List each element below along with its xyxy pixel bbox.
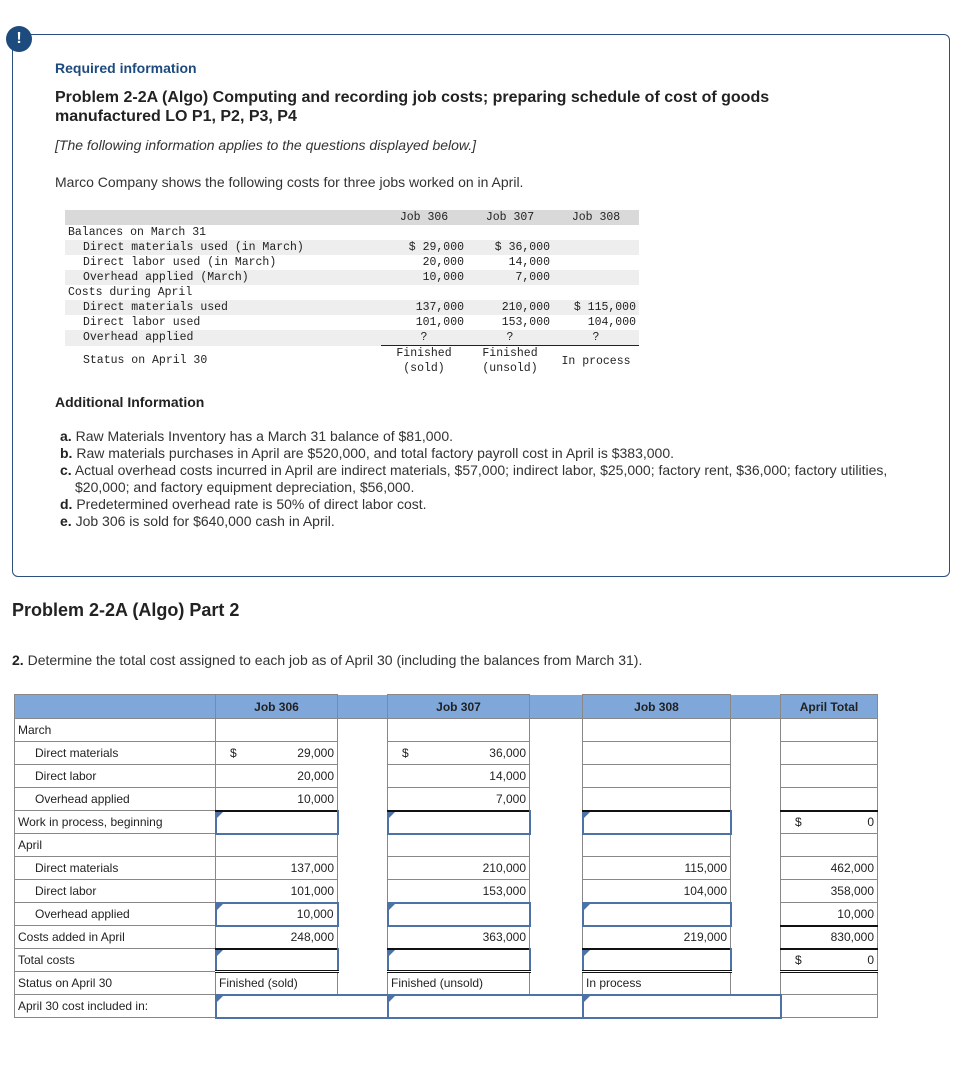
row-march-dm [15, 742, 878, 765]
cell: 14,000 [508, 256, 550, 269]
dollar-sign: $ [795, 815, 802, 830]
cell-308: 115,000 [583, 857, 731, 880]
given-status-row [65, 346, 639, 377]
gap [530, 765, 583, 788]
row-label: Direct labor used (in March) [83, 256, 277, 269]
oh-307-input[interactable] [388, 903, 530, 926]
item-text: Raw Materials Inventory has a March 31 balance of $81,000. [75, 428, 454, 444]
tc-307-input[interactable] [388, 949, 530, 972]
row-label: Direct labor used [83, 316, 201, 329]
item-letter: b. [60, 445, 73, 461]
cell [216, 719, 338, 742]
problem-title: Problem 2-2A (Algo) Computing and recording job costs; preparing schedule of cost of goods manufactured LO P1, P2, P3, P4 [55, 89, 770, 125]
row-label: Balances on March 31 [68, 226, 207, 239]
cell-308 [583, 788, 731, 811]
wip-306-input[interactable] [216, 811, 338, 834]
gap [530, 742, 583, 765]
cell [553, 240, 639, 255]
cell [781, 834, 878, 857]
status-307 [467, 346, 553, 377]
gap [338, 926, 388, 949]
given-row [65, 315, 639, 330]
row-label: Costs added in April [15, 926, 216, 949]
row-label: Status on April 30 [15, 972, 216, 995]
info-note: [The following information applies to the questions displayed below.] [55, 137, 477, 153]
cell-308 [583, 742, 731, 765]
cell-total [781, 972, 878, 995]
gap [338, 880, 388, 903]
col-job-307: Job 307 [467, 210, 553, 225]
intro-text: Marco Company shows the following costs for three jobs worked on in April. [55, 174, 524, 190]
cell: 153,000 [501, 316, 550, 329]
item-letter: d. [60, 496, 73, 512]
row-label: Direct materials [15, 742, 216, 765]
header-blank [15, 695, 216, 719]
info-item [60, 428, 920, 445]
cell: $ 29,000 [381, 240, 467, 255]
wip-308-input[interactable] [583, 811, 731, 834]
wip-total [781, 811, 878, 834]
cell-306: 20,000 [216, 765, 338, 788]
cell-308: 219,000 [583, 926, 731, 949]
gap [530, 880, 583, 903]
row-label: Total costs [15, 949, 216, 972]
gap [338, 972, 388, 995]
value: 29,000 [297, 746, 334, 760]
question-body: Determine the total cost assigned to each job as of April 30 (including the balances from March 31). [27, 652, 643, 668]
cell-307 [388, 742, 530, 765]
header-job-307: Job 307 [388, 695, 530, 719]
gap [530, 949, 583, 972]
included-308-select[interactable] [583, 995, 781, 1018]
status-line: (unsold) [482, 362, 538, 375]
cell-308 [583, 765, 731, 788]
cell-total: 10,000 [781, 903, 878, 926]
cell: 20,000 [422, 256, 464, 269]
cell-306: 248,000 [216, 926, 338, 949]
cell: 137,000 [381, 300, 467, 315]
info-item [60, 445, 920, 462]
required-information-label: Required information [55, 60, 197, 76]
cell: ? [381, 330, 467, 346]
row-label: Work in process, beginning [15, 811, 216, 834]
gap [338, 811, 388, 834]
cell-total [781, 765, 878, 788]
gap [338, 695, 388, 719]
alert-icon: ! [6, 26, 32, 52]
row-march-oh [15, 788, 878, 811]
cell-306: 137,000 [216, 857, 338, 880]
given-row [65, 240, 639, 255]
cell: ? [553, 330, 639, 346]
row-status [15, 972, 878, 995]
oh-308-input[interactable] [583, 903, 731, 926]
included-307-select[interactable] [388, 995, 583, 1018]
gap [530, 695, 583, 719]
cell [553, 270, 639, 285]
cell: $ 36,000 [467, 240, 553, 255]
row-total-costs [15, 949, 878, 972]
item-text: Actual overhead costs incurred in April are indirect materials, $57,000; indirect labor, $25,000; factory rent, $36,000; factory utilities, $20,000; and factory equipment depreciation, $56,000. [74, 462, 888, 495]
gap [530, 857, 583, 880]
job-cost-answer-table [14, 694, 878, 1019]
cell [388, 719, 530, 742]
oh-306-input[interactable]: 10,000 [216, 903, 338, 926]
given-row [65, 285, 639, 300]
row-april-dm [15, 857, 878, 880]
info-item [60, 513, 920, 530]
included-306-select[interactable] [216, 995, 388, 1018]
question-text [12, 652, 642, 668]
item-letter: c. [60, 462, 72, 478]
row-label: Direct materials [15, 857, 216, 880]
cell [216, 834, 338, 857]
cell-306 [216, 742, 338, 765]
row-label: Direct materials used (in March) [65, 240, 381, 255]
row-label: Overhead applied (March) [65, 270, 381, 285]
gap [338, 765, 388, 788]
question-number: 2. [12, 652, 24, 668]
cell: 101,000 [415, 316, 464, 329]
given-header-row [65, 210, 639, 225]
tc-308-input[interactable] [583, 949, 731, 972]
given-row [65, 270, 639, 285]
cell-307: 210,000 [388, 857, 530, 880]
cell-total [781, 742, 878, 765]
status-line: (sold) [403, 362, 445, 375]
header-row [15, 695, 878, 719]
value: 0 [867, 952, 874, 967]
gap [530, 788, 583, 811]
col-job-306: Job 306 [381, 210, 467, 225]
gap [731, 857, 781, 880]
gap [731, 742, 781, 765]
row-april-dl [15, 880, 878, 903]
gap [530, 719, 583, 742]
item-text: Job 306 is sold for $640,000 cash in April. [75, 513, 335, 529]
cell-306: 101,000 [216, 880, 338, 903]
gap [731, 811, 781, 834]
gap [731, 719, 781, 742]
row-label: March [15, 719, 216, 742]
row-costs-added [15, 926, 878, 949]
gap [530, 926, 583, 949]
status-308 [553, 346, 639, 377]
cell: ? [467, 330, 553, 346]
part-title: Problem 2-2A (Algo) Part 2 [12, 600, 240, 620]
gap [731, 903, 781, 926]
item-letter: e. [60, 513, 72, 529]
additional-info-list [60, 428, 920, 530]
gap [530, 903, 583, 926]
dollar-sign: $ [230, 746, 237, 760]
row-label: Costs during April [68, 286, 193, 299]
status-308: In process [583, 972, 731, 995]
gap [530, 972, 583, 995]
gap [338, 742, 388, 765]
row-label: Direct materials used [65, 300, 381, 315]
gap [731, 765, 781, 788]
row-april [15, 834, 878, 857]
given-row [65, 255, 639, 270]
header-job-306: Job 306 [216, 695, 338, 719]
cell-total [781, 788, 878, 811]
status-line: In process [561, 354, 631, 368]
status-306 [381, 346, 467, 377]
cell-307: 7,000 [388, 788, 530, 811]
cell-total: 358,000 [781, 880, 878, 903]
item-text: Predetermined overhead rate is 50% of direct labor cost. [76, 496, 427, 512]
status-306: Finished (sold) [216, 972, 338, 995]
cell: $ 115,000 [553, 300, 639, 315]
tc-total [781, 949, 878, 972]
gap [530, 834, 583, 857]
given-row [65, 330, 639, 346]
dollar-sign: $ [402, 746, 409, 760]
item-letter: a. [60, 428, 72, 444]
cell-308: 104,000 [583, 880, 731, 903]
gap [731, 972, 781, 995]
given-row [65, 225, 639, 240]
cell-total [781, 995, 878, 1018]
row-label: April [15, 834, 216, 857]
gap [731, 949, 781, 972]
gap [731, 788, 781, 811]
row-label: Status on April 30 [83, 354, 208, 368]
info-item [60, 462, 920, 496]
gap [530, 811, 583, 834]
gap [338, 719, 388, 742]
row-march [15, 719, 878, 742]
cell-307: 363,000 [388, 926, 530, 949]
cell: 10,000 [381, 270, 467, 285]
gap [731, 880, 781, 903]
cell: 210,000 [467, 300, 553, 315]
cell-306: 10,000 [216, 788, 338, 811]
header-april-total: April Total [781, 695, 878, 719]
gap [731, 695, 781, 719]
gap [338, 949, 388, 972]
gap [731, 926, 781, 949]
status-line: Finished [396, 347, 452, 360]
cell [781, 719, 878, 742]
row-label: Direct labor [15, 765, 216, 788]
cell [553, 255, 639, 270]
row-label: Overhead applied [65, 330, 381, 346]
value: 0 [867, 815, 874, 830]
row-label: Overhead applied [15, 788, 216, 811]
row-april-oh [15, 903, 878, 926]
dollar-sign: $ [795, 952, 802, 967]
status-line: Finished [482, 347, 538, 360]
cell [388, 834, 530, 857]
given-row [65, 300, 639, 315]
cell [583, 834, 731, 857]
cell: 7,000 [467, 270, 553, 285]
status-307: Finished (unsold) [388, 972, 530, 995]
header-job-308: Job 308 [583, 695, 731, 719]
gap [338, 903, 388, 926]
gap [338, 788, 388, 811]
cell-total: 462,000 [781, 857, 878, 880]
cell: 104,000 [587, 316, 636, 329]
cell-total: 830,000 [781, 926, 878, 949]
gap [731, 834, 781, 857]
row-label: Overhead applied [15, 903, 216, 926]
additional-info-heading: Additional Information [55, 394, 205, 410]
wip-307-input[interactable] [388, 811, 530, 834]
value: 36,000 [489, 746, 526, 760]
row-march-dl [15, 765, 878, 788]
col-job-308: Job 308 [553, 210, 639, 225]
gap [338, 857, 388, 880]
row-label: Direct labor [15, 880, 216, 903]
row-label: April 30 cost included in: [15, 995, 216, 1018]
row-wip-beginning [15, 811, 878, 834]
cell-307: 14,000 [388, 765, 530, 788]
given-costs-table [65, 210, 639, 376]
tc-306-input[interactable] [216, 949, 338, 972]
info-item [60, 496, 920, 513]
cell-307: 153,000 [388, 880, 530, 903]
item-text: Raw materials purchases in April are $520,000, and total factory payroll cost in April is $383,000. [76, 445, 675, 461]
row-cost-included [15, 995, 878, 1018]
gap [338, 834, 388, 857]
cell [583, 719, 731, 742]
